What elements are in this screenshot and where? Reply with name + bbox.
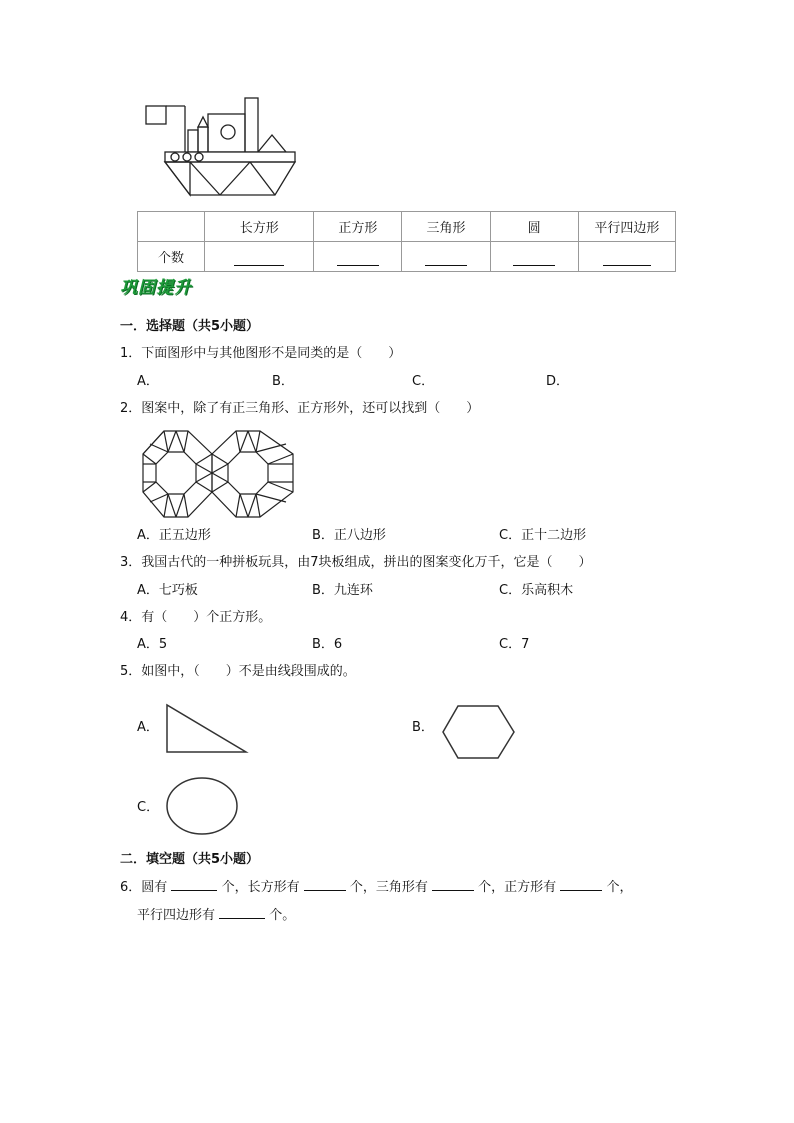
hexagon-figure-icon	[440, 702, 518, 762]
q5-option-a[interactable]: A．	[137, 720, 159, 735]
ellipse-figure-icon	[162, 774, 242, 838]
q6-text: 平行四边形有	[137, 908, 216, 923]
q2-option-b[interactable]: B．正八边形	[312, 528, 386, 543]
q1-option-a[interactable]: A．	[137, 374, 159, 389]
q5-option-b[interactable]: B．	[412, 720, 434, 735]
q1-option-b[interactable]: B．	[272, 374, 294, 389]
q5-option-c[interactable]: C．	[137, 800, 160, 815]
table-header-cell: 正方形	[314, 212, 402, 242]
ship-figure-icon	[140, 95, 300, 200]
q2-option-a[interactable]: A．正五边形	[137, 528, 211, 543]
part2-heading: 二．填空题（共5小题）	[120, 852, 260, 867]
q4-option-b[interactable]: B．6	[312, 637, 343, 652]
q6-blank-triangle[interactable]	[432, 890, 474, 891]
q6-blank-parallelogram[interactable]	[219, 918, 265, 919]
question-5-stem: 5．如图中，（ ）不是由线段围成的。	[120, 664, 356, 679]
q3-option-a[interactable]: A．七巧板	[137, 583, 198, 598]
table-header-cell	[138, 212, 205, 242]
triangle-figure-icon	[162, 700, 252, 758]
answer-blank[interactable]	[402, 242, 490, 272]
q6-text: 个，三角形有	[349, 880, 428, 895]
q2-option-c[interactable]: C．正十二边形	[499, 528, 587, 543]
row-label: 个数	[138, 242, 205, 272]
q1-option-c[interactable]: C．	[412, 374, 435, 389]
q6-text: 6．圆有	[120, 880, 168, 895]
question-6-line-2	[137, 907, 295, 925]
question-1-stem: 1．下面图形中与其他图形不是同类的是（ ）	[120, 346, 402, 361]
table-header-cell: 平行四边形	[578, 212, 675, 242]
table-header-row	[138, 212, 676, 242]
table-header-cell: 长方形	[205, 212, 314, 242]
answer-blank[interactable]	[490, 242, 578, 272]
shape-count-table	[137, 211, 676, 272]
q6-blank-rectangle[interactable]	[304, 890, 346, 891]
q6-blank-square[interactable]	[560, 890, 602, 891]
answer-blank[interactable]	[578, 242, 675, 272]
question-4-stem: 4．有（ ）个正方形。	[120, 610, 272, 625]
part1-heading: 一．选择题（共5小题）	[120, 319, 260, 334]
q6-text: 个，正方形有	[478, 880, 557, 895]
octagon-pattern-icon	[140, 428, 296, 520]
q3-option-c[interactable]: C．乐高积木	[499, 583, 574, 598]
section-title: 巩固提升	[120, 278, 192, 298]
q3-option-b[interactable]: B．九连环	[312, 583, 373, 598]
table-header-cell: 圆	[490, 212, 578, 242]
question-3-stem: 3．我国古代的一种拼板玩具，由7块板组成，拼出的图案变化万千，它是（ ）	[120, 555, 592, 570]
answer-blank[interactable]	[205, 242, 314, 272]
table-row	[138, 242, 676, 272]
q6-text: 个，	[606, 880, 633, 895]
question-6-line-1	[120, 879, 632, 897]
answer-blank[interactable]	[314, 242, 402, 272]
q1-option-d[interactable]: D．	[546, 374, 570, 389]
q6-text: 个。	[269, 908, 296, 923]
q6-text: 个，长方形有	[221, 880, 300, 895]
q4-option-a[interactable]: A．5	[137, 637, 168, 652]
q4-option-c[interactable]: C．7	[499, 637, 530, 652]
question-2-stem: 2．图案中，除了有正三角形、正方形外，还可以找到（ ）	[120, 401, 480, 416]
table-header-cell: 三角形	[402, 212, 490, 242]
q6-blank-circle[interactable]	[171, 890, 217, 891]
